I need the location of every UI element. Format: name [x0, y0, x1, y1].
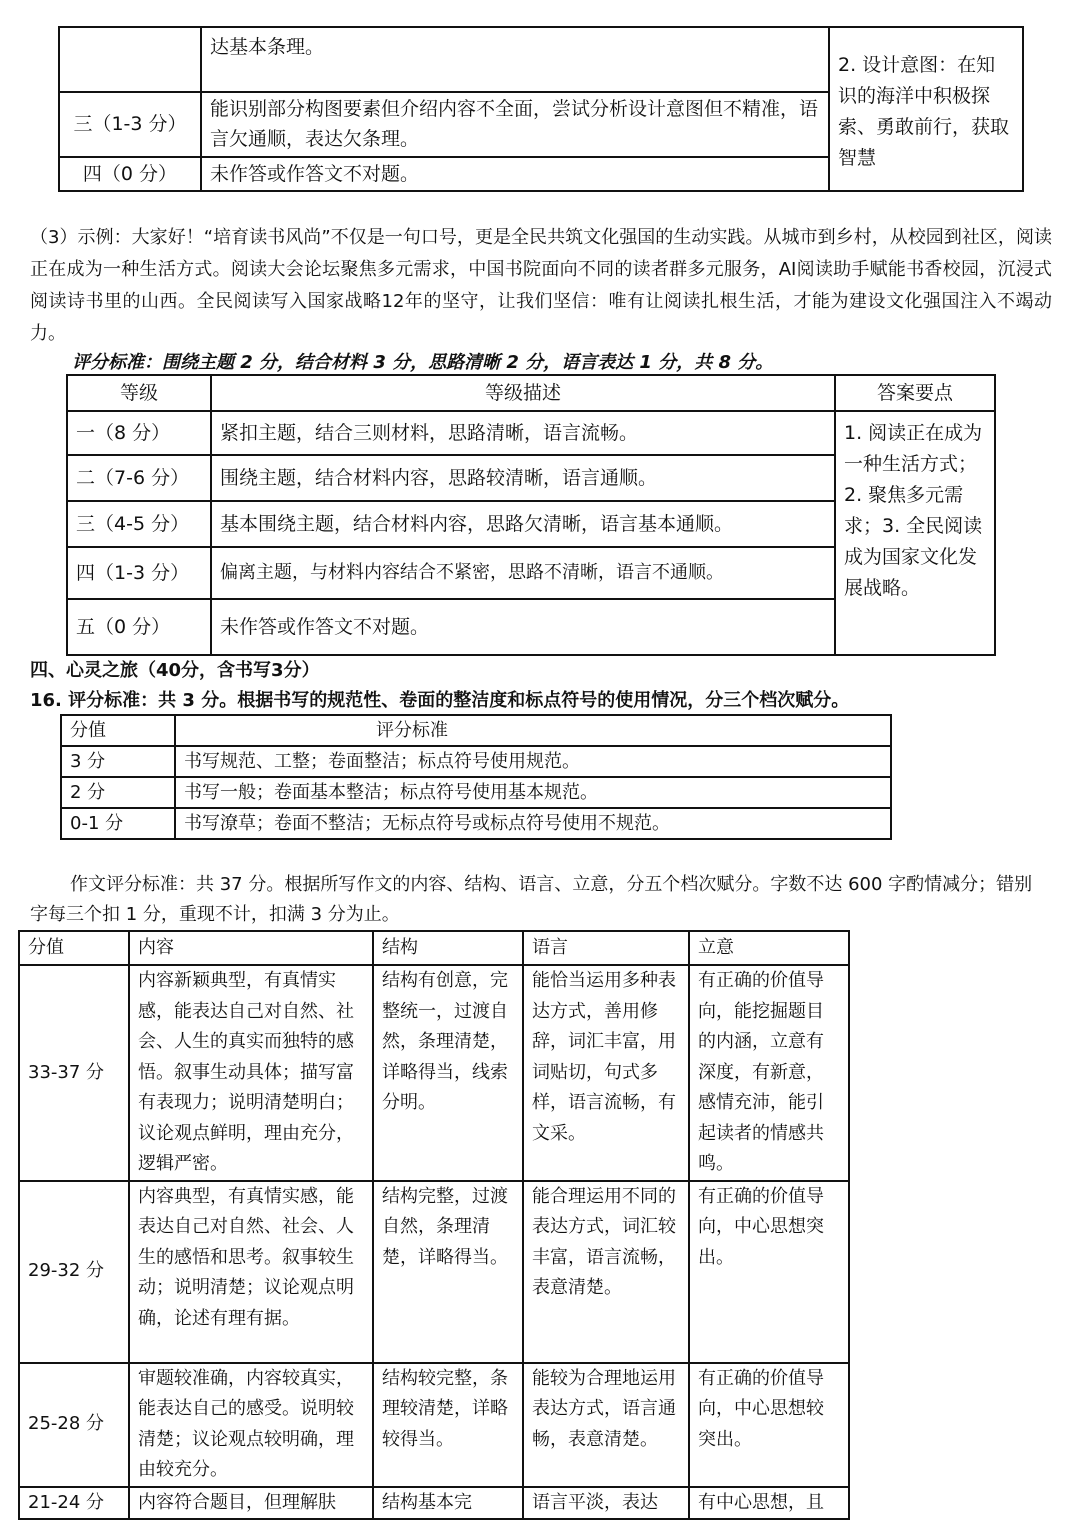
idea-cell: 有中心思想，且 — [689, 1487, 849, 1520]
header-desc: 等级描述 — [211, 375, 835, 411]
grade-cell — [59, 27, 201, 92]
content-cell: 审题较准确，内容较真实，能表达自己的感受。说明较清楚；议论观点较明确，理由较充分。 — [129, 1363, 373, 1487]
structure-cell: 结构有创意，完整统一，过渡自然，条理清楚，详略得当，线索分明。 — [373, 965, 523, 1181]
desc-cell: 围绕主题，结合材料内容，思路较清晰，语言通顺。 — [211, 455, 835, 501]
header-content: 内容 — [129, 931, 373, 965]
language-cell: 能恰当运用多种表达方式，善用修辞，词汇丰富，用词贴切，句式多样，语言流畅，有文采。 — [523, 965, 689, 1181]
score-cell: 29-32 分 — [19, 1181, 129, 1363]
criteria-line: 评分标准：围绕主题 2 分，结合材料 3 分，思路清晰 2 分，语言表达 1 分，共 8 分。 — [72, 352, 774, 373]
language-cell: 能较为合理地运用表达方式，语言通畅，表意清楚。 — [523, 1363, 689, 1487]
idea-cell: 有正确的价值导向，能挖掘题目的内涵，立意有深度，有新意，感情充沛，能引起读者的情感共鸣。 — [689, 965, 849, 1181]
grade-cell: 五（0 分） — [67, 599, 211, 655]
grade-cell: 三（4-5 分） — [67, 501, 211, 547]
grade-cell: 四（0 分） — [59, 157, 201, 191]
essay-table — [18, 930, 850, 1520]
desc-cell: 未作答或作答文不对题。 — [211, 599, 835, 655]
header-key-points: 答案要点 — [835, 375, 995, 411]
example-paragraph: （3）示例：大家好！“培育读书风尚”不仅是一句口号，更是全民共筑文化强国的生动实践。从城市到乡村，从校园到社区，阅读正在成为一种生活方式。阅读大会论坛聚焦多元需求，中国书院面向不同的读者群多元服务，AI阅读助手赋能书香校园，沉浸式阅读诗书里的山西。全民阅读写入国家战略12年的坚守，让我们坚信：唯有让阅读扎根生活，才能为建设文化强国注入不竭动力。 — [30, 227, 1052, 344]
header-idea: 立意 — [689, 931, 849, 965]
header-criteria: 评分标准 — [175, 715, 891, 746]
desc-cell: 基本围绕主题，结合材料内容，思路欠清晰，语言基本通顺。 — [211, 501, 835, 547]
score-cell: 25-28 分 — [19, 1363, 129, 1487]
grade-cell: 三（1-3 分） — [59, 92, 201, 157]
score-cell: 3 分 — [61, 746, 175, 777]
header-language: 语言 — [523, 931, 689, 965]
idea-cell: 有正确的价值导向，中心思想较突出。 — [689, 1363, 849, 1487]
desc-cell: 偏离主题，与材料内容结合不紧密，思路不清晰，语言不通顺。 — [211, 547, 835, 599]
key-points-cell: 1. 阅读正在成为一种生活方式；2. 聚焦多元需求；3. 全民阅读成为国家文化发展战略。 — [835, 411, 995, 655]
criteria-cell: 书写潦草；卷面不整洁；无标点符号或标点符号使用不规范。 — [175, 808, 891, 839]
top-rubric-table — [58, 26, 1024, 192]
header-structure: 结构 — [373, 931, 523, 965]
header-score: 分值 — [61, 715, 175, 746]
desc-cell: 紧扣主题，结合三则材料，思路清晰，语言流畅。 — [211, 411, 835, 455]
score-cell: 33-37 分 — [19, 965, 129, 1181]
content-cell: 内容典型，有真情实感，能表达自己对自然、社会、人生的感悟和思考。叙事较生动；说明清楚；议论观点明确，论述有理有据。 — [129, 1181, 373, 1363]
header-grade: 等级 — [67, 375, 211, 411]
grade-cell: 二（7-6 分） — [67, 455, 211, 501]
structure-cell: 结构较完整，条理较清楚，详略较得当。 — [373, 1363, 523, 1487]
q16-criteria-line: 16. 评分标准：共 3 分。根据书写的规范性、卷面的整洁度和标点符号的使用情况，分三个档次赋分。 — [30, 690, 850, 711]
content-cell: 内容符合题目，但理解肤 — [129, 1487, 373, 1520]
grade-cell: 一（8 分） — [67, 411, 211, 455]
essay-criteria: 作文评分标准：共 37 分。根据所写作文的内容、结构、语言、立意，分五个档次赋分。字数不达 600 字酌情减分；错别字每三个扣 1 分，重现不计，扣满 3 分为止。 — [30, 874, 1033, 925]
desc-cell: 未作答或作答文不对题。 — [201, 157, 829, 191]
score-cell: 2 分 — [61, 777, 175, 808]
score-cell: 0-1 分 — [61, 808, 175, 839]
language-cell: 能合理运用不同的表达方式，词汇较丰富，语言流畅，表意清楚。 — [523, 1181, 689, 1363]
grade-table — [66, 374, 996, 656]
grade-cell: 四（1-3 分） — [67, 547, 211, 599]
content-cell: 内容新颖典型，有真情实感，能表达自己对自然、社会、人生的真实而独特的感悟。叙事生动具体；描写富有表现力；说明清楚明白；议论观点鲜明，理由充分，逻辑严密。 — [129, 965, 373, 1181]
header-score: 分值 — [19, 931, 129, 965]
desc-cell: 达基本条理。 — [201, 27, 829, 92]
structure-cell: 结构基本完 — [373, 1487, 523, 1520]
idea-cell: 有正确的价值导向，中心思想突出。 — [689, 1181, 849, 1363]
writing-table — [60, 714, 892, 840]
section4-title: 四、心灵之旅（40分，含书写3分） — [30, 660, 320, 681]
criteria-cell: 书写规范、工整；卷面整洁；标点符号使用规范。 — [175, 746, 891, 777]
desc-cell: 能识别部分构图要素但介绍内容不全面，尝试分析设计意图但不精准，语言欠通顺，表达欠条理。 — [201, 92, 829, 157]
structure-cell: 结构完整，过渡自然，条理清楚，详略得当。 — [373, 1181, 523, 1363]
language-cell: 语言平淡，表达 — [523, 1487, 689, 1520]
criteria-cell: 书写一般；卷面基本整洁；标点符号使用基本规范。 — [175, 777, 891, 808]
design-intent-note: 2. 设计意图：在知识的海洋中积极探索、勇敢前行，获取智慧 — [829, 27, 1023, 191]
score-cell: 21-24 分 — [19, 1487, 129, 1520]
